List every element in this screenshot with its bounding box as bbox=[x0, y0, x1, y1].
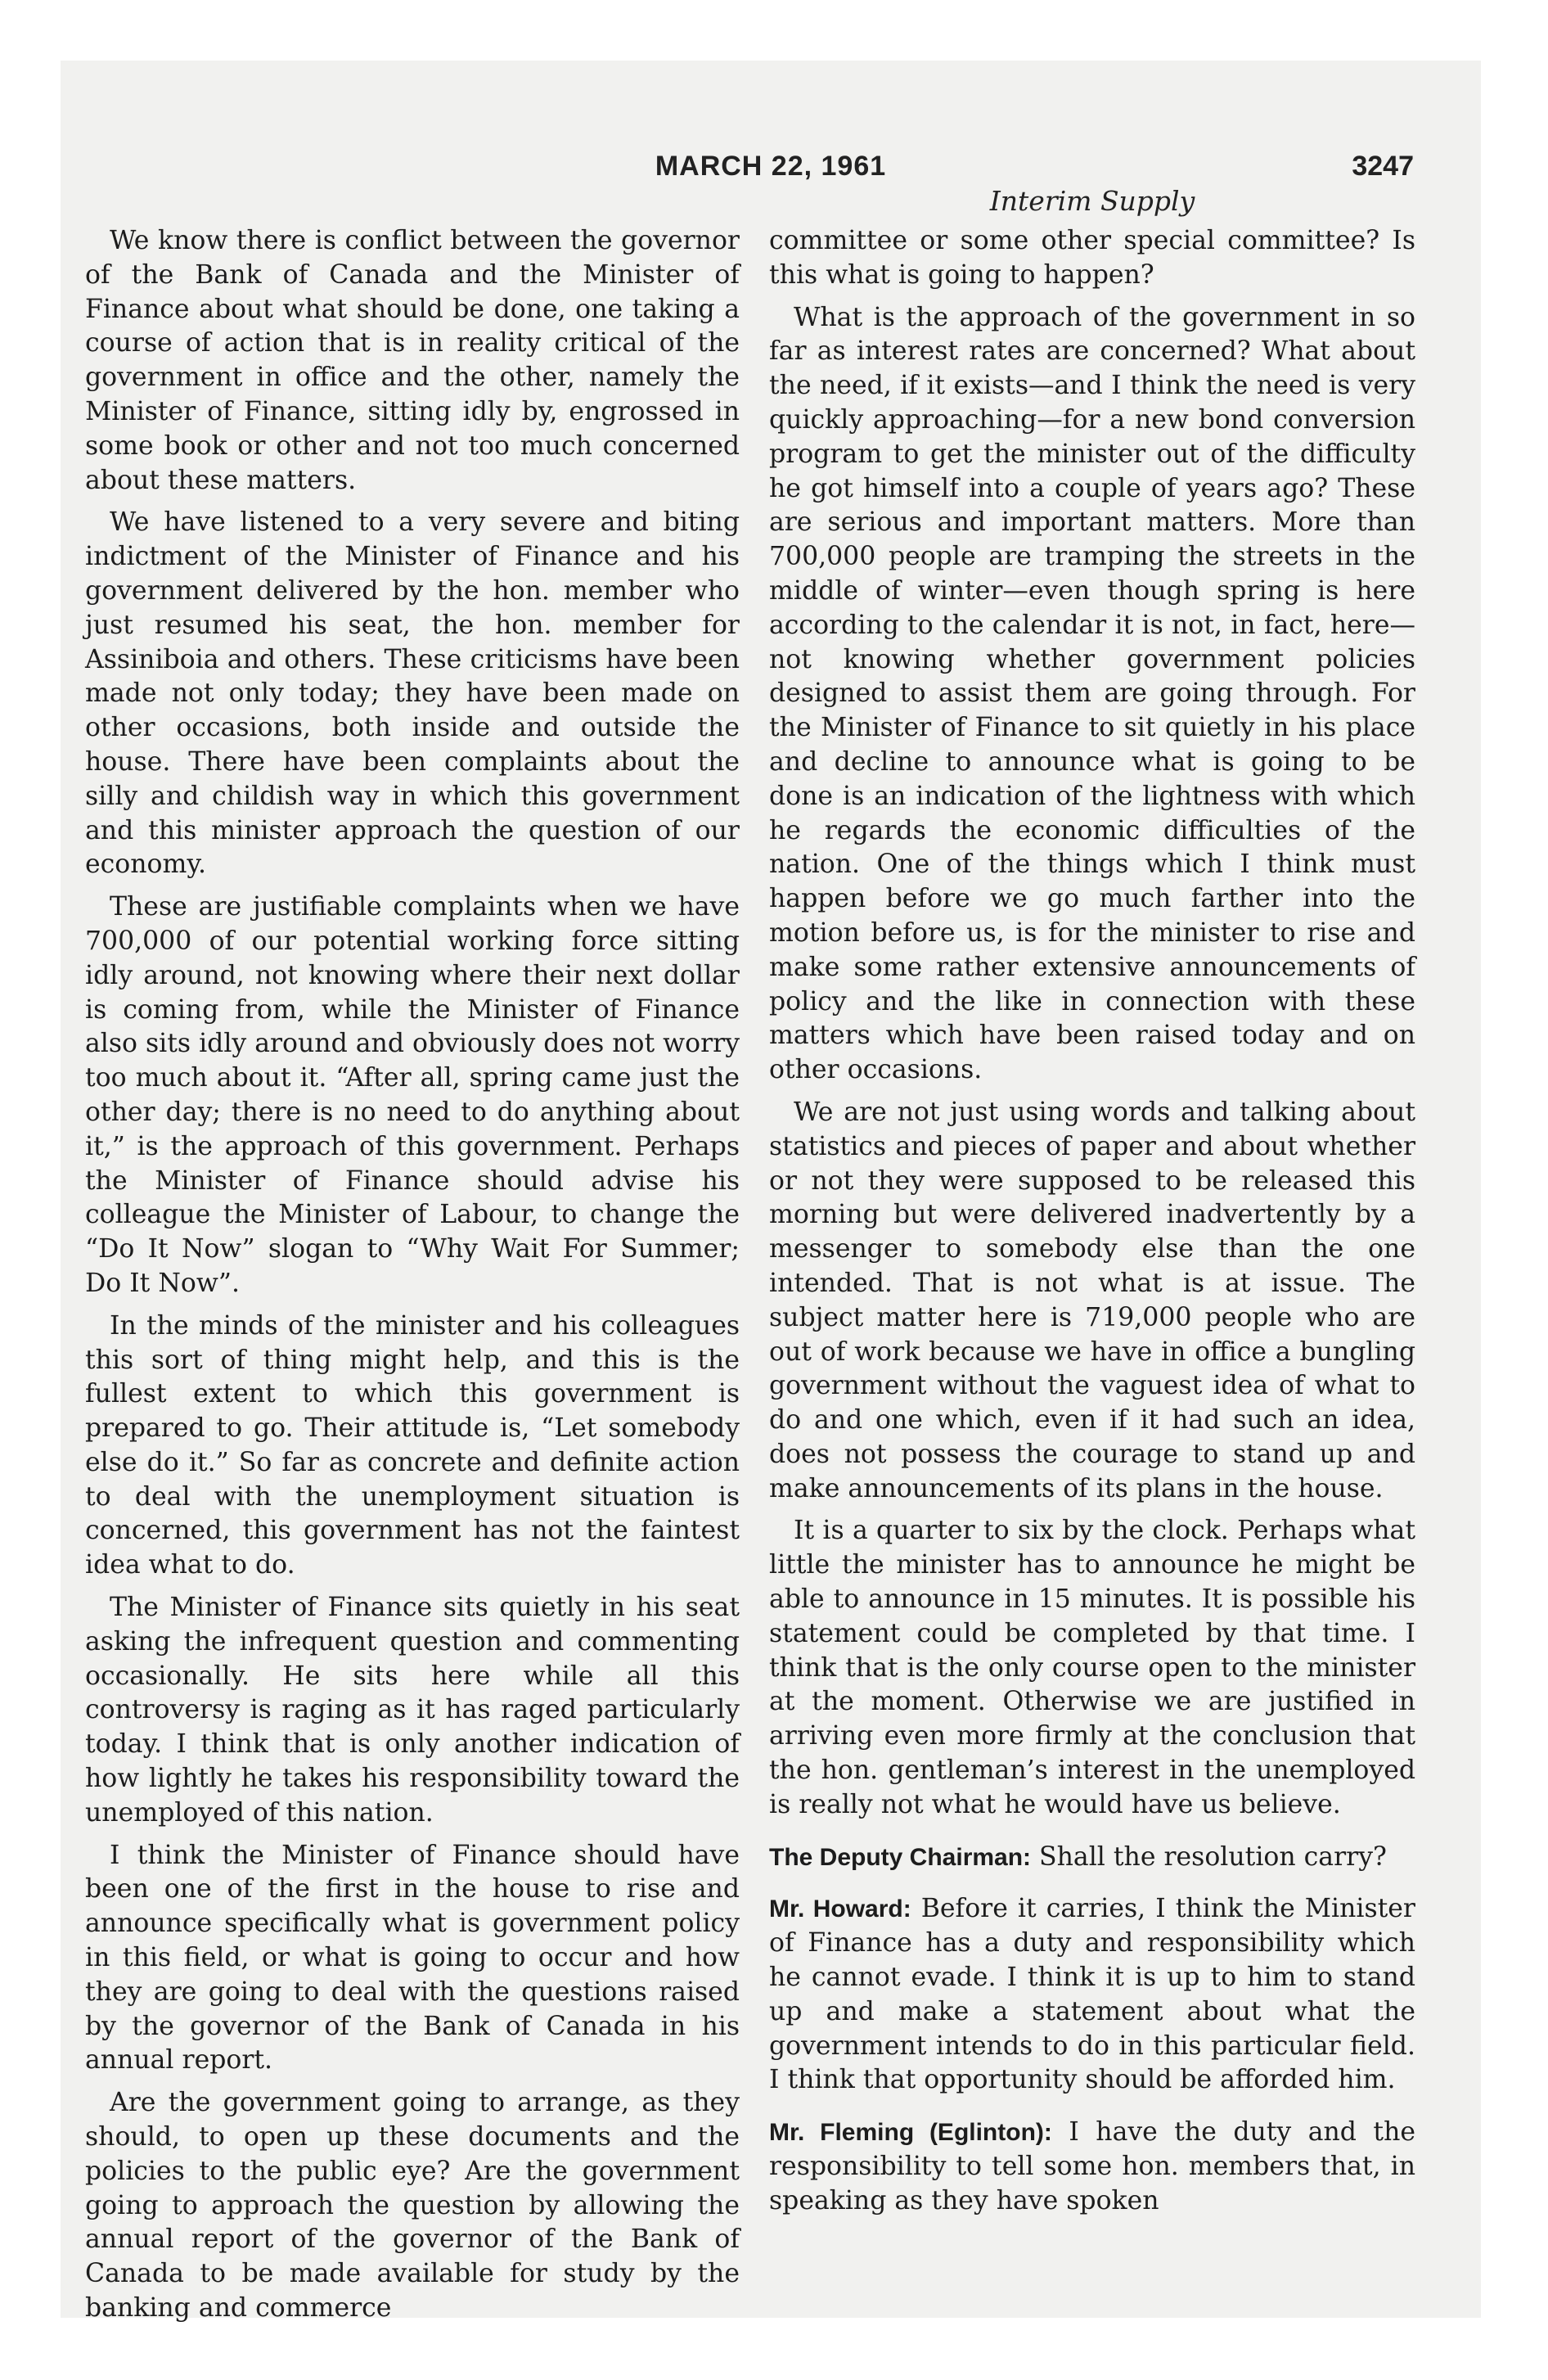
speech-text: Before it carries, I think the Minister of Finance has a duty and responsibility which he cannot evade. I think it is up to him to stand up and make a statement about what the government intends to do in this particular field. I think that opportunity should be afforded him. bbox=[769, 1894, 1415, 2095]
speech-text: Shall the resolution carry? bbox=[1031, 1841, 1387, 1872]
paragraph: It is a quarter to six by the clock. Perhaps what little the minister has to announce he might be able to announce in 15 minutes. It is possible his statement could be completed by that time. I think that is the only course open to the minister at the moment. Otherwise we are justified in arriving even more firmly at the conclusion that the hon. gentleman’s interest in the unemployed is really not what he would have us believe. bbox=[769, 1516, 1415, 1819]
speech-deputy-chairman bbox=[769, 1841, 1415, 1875]
paragraph: We are not just using words and talking about statistics and pieces of paper and about whether or not they were supposed to be released this morning but were delivered inadvertently by a messenger to somebody else than the one intended. That is not what is at issue. The subject matter here is 719,000 people who are out of work because we have in office a bungling government without the vaguest idea of what to do and one which, even if it had such an idea, does not possess the courage to stand up and make announcements of its plans in the house. bbox=[769, 1097, 1415, 1503]
right-column bbox=[769, 224, 1415, 2227]
speaker-name: The Deputy Chairman: bbox=[769, 1843, 1032, 1871]
header-date: MARCH 22, 1961 bbox=[655, 151, 887, 182]
speech-mr-fleming bbox=[769, 2116, 1415, 2218]
paragraph: The Minister of Finance sits quietly in his seat asking the infrequent question and commenting occasionally. He sits here while all this controversy is raging as it has raged particularly today. I think that is only another indication of how lightly he takes his responsibility toward the unemployed of this nation. bbox=[85, 1593, 740, 1828]
speech-text: I have the duty and the responsibility to tell some hon. members that, in speaking as they have spoken bbox=[769, 2117, 1415, 2215]
page-number: 3247 bbox=[1352, 151, 1414, 182]
paragraph: I think the Minister of Finance should have been one of the first in the house to rise and announce specifically what is government policy in this field, or what is going to occur and how they are going to deal with the questions raised by the governor of the Bank of Canada in his annual report. bbox=[85, 1840, 740, 2076]
speaker-name: Mr. Fleming (Eglinton): bbox=[769, 2119, 1052, 2147]
paragraph: These are justifiable complaints when we have 700,000 of our potential working force sitting idly around, not knowing where their next dollar is coming from, while the Minister of Finance also sits idly around and obviously does not worry too much about it. “After all, spring came just the other day; there is no need to do anything about it,” is the approach of this government. Perhaps the Minister of Finance should advise his colleague the Minister of Labour, to change the “Do It Now” slogan to “Why Wait For Summer; Do It Now”. bbox=[85, 892, 740, 1298]
paragraph: What is the approach of the government in so far as interest rates are concerned? What about the need, if it exists—and I think the need is very quickly approaching—for a new bond conversion program to get the minister out of the difficulty he got himself into a couple of years ago? These are serious and important matters. More than 700,000 people are tramping the streets in the middle of winter—even though spring is here according to the calendar it is not, in fact, here—not knowing whether government policies designed to assist them are going through. For the Minister of Finance to sit quietly in his place and decline to announce what is going to be done is an indication of the lightness with which he regards the economic difficulties of the nation. One of the things which I think must happen before we go much farther into the motion before us, is for the minister to rise and make some rather extensive announcements of policy and the like in connection with these matters which have been raised today and on other occasions. bbox=[769, 302, 1415, 1085]
page bbox=[61, 61, 1481, 2324]
left-column bbox=[85, 224, 740, 2334]
paragraph-continuation: committee or some other special committee? Is this what is going to happen? bbox=[769, 226, 1415, 290]
speaker-name: Mr. Howard: bbox=[769, 1895, 911, 1923]
paragraph: We know there is conflict between the governor of the Bank of Canada and the Minister of Finance about what should be done, one taking a course of action that is in reality critical of the government in office and the other, namely the Minister of Finance, sitting idly by, engrossed in some book or other and not too much concerned about these matters. bbox=[85, 226, 740, 495]
paragraph: In the minds of the minister and his colleagues this sort of thing might help, and this is the fullest extent to which this government is prepared to go. Their attitude is, “Let somebody else do it.” So far as concrete and definite action to deal with the unemployment situation is concerned, this government has not the faintest idea what to do. bbox=[85, 1310, 740, 1580]
speech-mr-howard bbox=[769, 1892, 1415, 2098]
section-title: Interim Supply bbox=[989, 185, 1195, 217]
paragraph: We have listened to a very severe and biting indictment of the Minister of Finance and his government delivered by the hon. member who just resumed his seat, the hon. member for Assiniboia and others. These criticisms have been made not only today; they have been made on other occasions, both inside and outside the house. There have been complaints about the silly and childish way in which this government and this minister approach the question of our economy. bbox=[85, 507, 740, 880]
paragraph: Are the government going to arrange, as they should, to open up these documents and the policies to the public eye? Are the government going to approach the question by allowing the annual report of the governor of the Bank of Canada to be made available for study by the banking and commerce bbox=[85, 2088, 740, 2324]
